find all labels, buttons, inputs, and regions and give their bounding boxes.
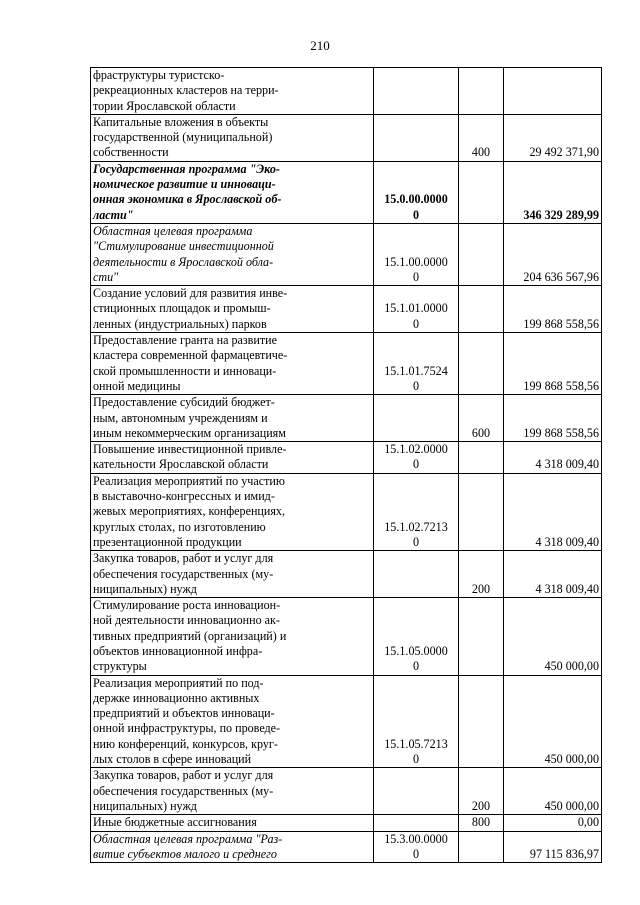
budget-table-body — [91, 68, 602, 863]
row-expense-type — [459, 333, 504, 395]
table-row — [91, 598, 602, 675]
row-expense-type: 600 — [459, 395, 504, 442]
row-name: Предоставление субсидий бюджет- ным, автономным учреждениям и иным некоммерческим организациям — [91, 395, 374, 442]
row-sum: 450 000,00 — [504, 768, 602, 815]
budget-table — [90, 67, 602, 863]
row-name: Создание условий для развития инве- стиционных площадок и промыш- ленных (индустриальных) парков — [91, 286, 374, 333]
row-code — [374, 551, 459, 598]
row-code — [374, 68, 459, 115]
table-row — [91, 333, 602, 395]
page-number: 210 — [310, 38, 330, 53]
row-name: Реализация мероприятий по участию в выставочно-конгрессных и имид- жевых мероприятиях, конференциях, круглых столах, по изготовлению презентационной продукции — [91, 473, 374, 550]
table-row — [91, 68, 602, 115]
row-expense-type — [459, 68, 504, 115]
table-row — [91, 768, 602, 815]
row-sum: 204 636 567,96 — [504, 223, 602, 285]
row-code: 15.1.00.0000 0 — [374, 223, 459, 285]
row-expense-type: 400 — [459, 114, 504, 161]
table-row — [91, 223, 602, 285]
row-sum: 450 000,00 — [504, 675, 602, 768]
row-name: Повышение инвестиционной привле- кательности Ярославской области — [91, 442, 374, 474]
row-code: 15.1.02.0000 0 — [374, 442, 459, 474]
row-sum: 4 318 009,40 — [504, 473, 602, 550]
row-code: 15.1.01.7524 0 — [374, 333, 459, 395]
row-name: Капитальные вложения в объекты государственной (муниципальной) собственности — [91, 114, 374, 161]
table-row — [91, 815, 602, 831]
row-expense-type — [459, 473, 504, 550]
row-code — [374, 395, 459, 442]
row-code: 15.1.02.7213 0 — [374, 473, 459, 550]
row-code: 15.1.05.0000 0 — [374, 598, 459, 675]
row-name: Предоставление гранта на развитие кластера современной фармацевтиче- ской промышленности и инноваци- онной медицины — [91, 333, 374, 395]
row-expense-type: 200 — [459, 768, 504, 815]
row-code — [374, 768, 459, 815]
row-sum: 4 318 009,40 — [504, 551, 602, 598]
row-sum: 346 329 289,99 — [504, 161, 602, 223]
row-sum: 97 115 836,97 — [504, 831, 602, 863]
table-row — [91, 161, 602, 223]
row-name: Стимулирование роста инновацион- ной деятельности инновационно ак- тивных предприятий (организаций) и объектов инновационной инфра- структуры — [91, 598, 374, 675]
table-row — [91, 442, 602, 474]
row-expense-type — [459, 831, 504, 863]
row-sum: 0,00 — [504, 815, 602, 831]
row-code — [374, 815, 459, 831]
row-code: 15.3.00.0000 0 — [374, 831, 459, 863]
row-sum: 4 318 009,40 — [504, 442, 602, 474]
row-expense-type — [459, 223, 504, 285]
table-row — [91, 473, 602, 550]
row-sum: 29 492 371,90 — [504, 114, 602, 161]
row-name: Государственная программа "Эко- номическое развитие и инноваци- онная экономика в Ярославской об- ласти" — [91, 161, 374, 223]
row-name: Реализация мероприятий по под- держке инновационно активных предприятий и объектов инноваци- онной инфраструктуры, по проведе- нию конференций, конкурсов, круг- лых столов в сфере инноваций — [91, 675, 374, 768]
row-sum: 199 868 558,56 — [504, 395, 602, 442]
table-row — [91, 395, 602, 442]
row-sum — [504, 68, 602, 115]
row-code: 15.1.01.0000 0 — [374, 286, 459, 333]
row-name: Иные бюджетные ассигнования — [91, 815, 374, 831]
row-code — [374, 114, 459, 161]
row-sum: 199 868 558,56 — [504, 333, 602, 395]
row-expense-type — [459, 161, 504, 223]
row-name: фраструктуры туристско- рекреационных кластеров на терри- тории Ярославской области — [91, 68, 374, 115]
row-name: Областная целевая программа "Раз- витие субъектов малого и среднего — [91, 831, 374, 863]
table-row — [91, 675, 602, 768]
row-name: Закупка товаров, работ и услуг для обеспечения государственных (му- ниципальных) нужд — [91, 551, 374, 598]
table-row — [91, 831, 602, 863]
row-expense-type — [459, 598, 504, 675]
row-expense-type — [459, 286, 504, 333]
table-row — [91, 551, 602, 598]
table-row — [91, 114, 602, 161]
row-code: 15.0.00.0000 0 — [374, 161, 459, 223]
row-expense-type — [459, 675, 504, 768]
row-expense-type — [459, 442, 504, 474]
row-code: 15.1.05.7213 0 — [374, 675, 459, 768]
row-sum: 199 868 558,56 — [504, 286, 602, 333]
row-name: Закупка товаров, работ и услуг для обеспечения государственных (му- ниципальных) нужд — [91, 768, 374, 815]
row-expense-type: 800 — [459, 815, 504, 831]
table-row — [91, 286, 602, 333]
row-sum: 450 000,00 — [504, 598, 602, 675]
row-name: Областная целевая программа "Стимулирование инвестиционной деятельности в Ярославской обла- сти" — [91, 223, 374, 285]
row-expense-type: 200 — [459, 551, 504, 598]
